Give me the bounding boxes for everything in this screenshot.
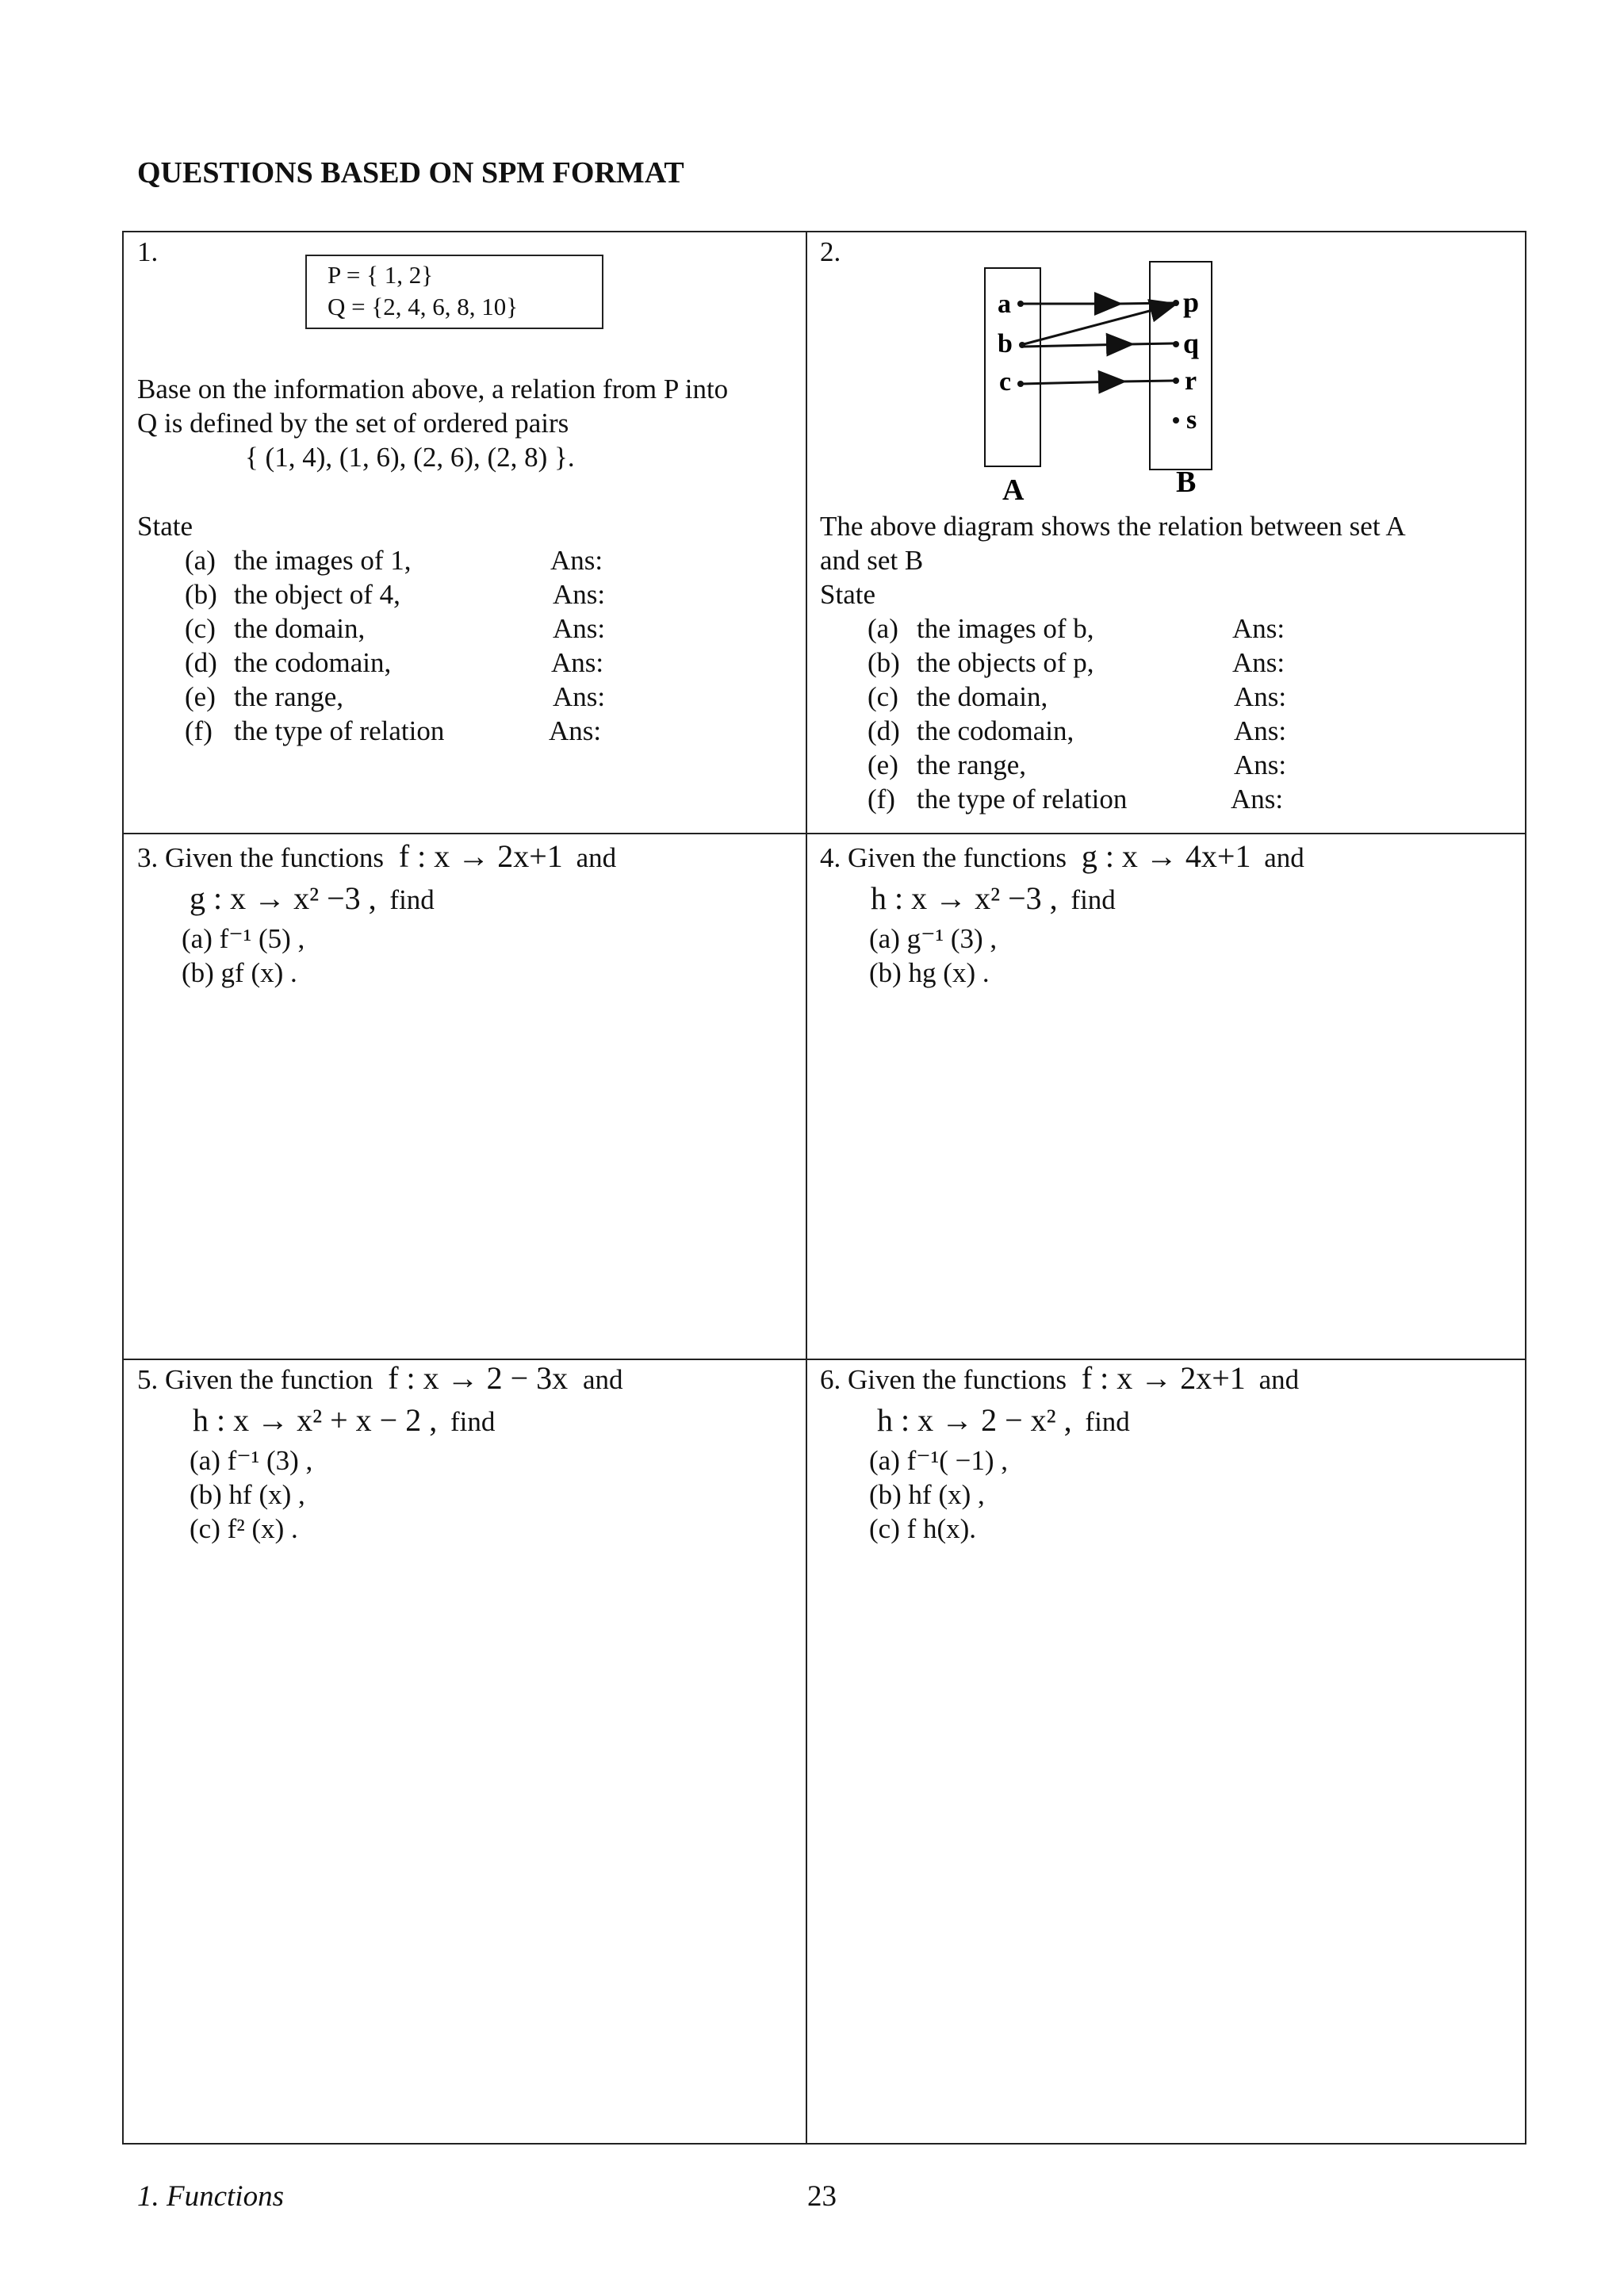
q1-part-label: (c) bbox=[185, 613, 216, 644]
q4-part-a: (a) g⁻¹ (3) , bbox=[869, 923, 998, 954]
q1-part-label: (a) bbox=[185, 545, 216, 576]
q2-part-ans: Ans: bbox=[1231, 784, 1284, 815]
set-a-element-a: a bbox=[998, 289, 1011, 319]
q5-part-a: (a) f⁻¹ (3) , bbox=[190, 1445, 313, 1476]
q2-part-c bbox=[868, 680, 1312, 714]
q1-part-d bbox=[185, 646, 629, 680]
q3-line2 bbox=[190, 881, 795, 917]
dot-r bbox=[1173, 378, 1179, 384]
q4-g-definition: g : x → 4x+1 bbox=[1081, 838, 1251, 874]
set-a-label: A bbox=[1002, 473, 1025, 507]
q5-parts bbox=[190, 1443, 795, 1546]
dot-q bbox=[1173, 341, 1179, 347]
q1-number: 1. bbox=[137, 236, 159, 267]
q1-state-label: State bbox=[137, 511, 193, 542]
grid-column-divider bbox=[806, 231, 807, 2145]
q1-set-box bbox=[305, 255, 603, 329]
q2-part-ans: Ans: bbox=[1232, 647, 1285, 678]
q5-and: and bbox=[582, 1364, 623, 1395]
q6-line2 bbox=[877, 1403, 1518, 1439]
q6-part-c: (c) f h(x). bbox=[869, 1513, 977, 1544]
q4-line2 bbox=[871, 881, 1518, 917]
grid-row-divider-2 bbox=[122, 1359, 1526, 1360]
q1-part-f bbox=[185, 714, 629, 748]
set-a-oval bbox=[985, 268, 1040, 466]
set-b-element-r: r bbox=[1185, 366, 1197, 396]
q1-intro-line1: Base on the information above, a relation from P into bbox=[137, 374, 729, 404]
q1-part-label: (b) bbox=[185, 579, 217, 610]
set-b-label: B bbox=[1176, 466, 1197, 499]
arrow-a-to-p-part2 bbox=[1118, 303, 1174, 304]
q5-line1 bbox=[137, 1361, 795, 1397]
q2-parts bbox=[868, 611, 1312, 816]
q1-part-ans: Ans: bbox=[549, 715, 602, 746]
q6-part-b: (b) hf (x) , bbox=[869, 1479, 985, 1510]
q1-ordered-pairs: { (1, 4), (1, 6), (2, 6), (2, 8) }. bbox=[245, 442, 575, 473]
q1-part-text: the domain, bbox=[234, 613, 366, 644]
q1-part-text: the codomain, bbox=[234, 647, 392, 678]
q2-arrow-diagram bbox=[975, 254, 1237, 508]
q6-line1 bbox=[820, 1361, 1518, 1397]
q2-part-e bbox=[868, 748, 1312, 782]
q1-part-ans: Ans: bbox=[550, 545, 603, 576]
arrow-b-to-q-part2 bbox=[1130, 343, 1174, 344]
q2-part-a bbox=[868, 611, 1312, 646]
q5-prefix: 5. Given the function bbox=[137, 1364, 373, 1395]
q1-part-ans: Ans: bbox=[553, 681, 606, 712]
q1-part-a bbox=[185, 543, 629, 577]
q2-part-label: (c) bbox=[868, 681, 898, 712]
q2-part-label: (b) bbox=[868, 647, 900, 678]
set-a-element-b: b bbox=[998, 329, 1013, 358]
arrow-b-to-p bbox=[1024, 305, 1174, 344]
q3-g-definition: g : x → x² −3 , bbox=[190, 880, 377, 916]
q3-part-a: (a) f⁻¹ (5) , bbox=[182, 923, 305, 954]
q6-h-definition: h : x → 2 − x² , bbox=[877, 1402, 1072, 1438]
q5-h-definition: h : x → x² + x − 2 , bbox=[193, 1402, 438, 1438]
q2-part-ans: Ans: bbox=[1234, 749, 1287, 780]
q6-f-definition: f : x → 2x+1 bbox=[1081, 1360, 1246, 1396]
q2-state-label: State bbox=[820, 579, 875, 610]
q1-part-text: the object of 4, bbox=[234, 579, 400, 610]
q1-part-text: the images of 1, bbox=[234, 545, 412, 576]
q3-line1 bbox=[137, 839, 795, 875]
q1-part-ans: Ans: bbox=[553, 579, 606, 610]
q1-part-text: the range, bbox=[234, 681, 343, 712]
q5-part-b: (b) hf (x) , bbox=[190, 1479, 305, 1510]
grid-row-divider-1 bbox=[122, 833, 1526, 834]
q2-part-ans: Ans: bbox=[1234, 715, 1287, 746]
q1-set-q: Q = {2, 4, 6, 8, 10} bbox=[327, 293, 519, 320]
page-heading: QUESTIONS BASED ON SPM FORMAT bbox=[137, 156, 684, 190]
set-b-element-s: s bbox=[1186, 405, 1197, 435]
set-a-element-c: c bbox=[999, 367, 1012, 397]
q3-prefix: 3. Given the functions bbox=[137, 842, 385, 873]
q2-part-ans: Ans: bbox=[1234, 681, 1287, 712]
q1-part-ans: Ans: bbox=[551, 647, 604, 678]
q4-and: and bbox=[1264, 842, 1304, 873]
footer-chapter: 1. Functions bbox=[137, 2180, 284, 2213]
q3-find: find bbox=[389, 884, 435, 915]
q2-intro-line1: The above diagram shows the relation between set A bbox=[820, 511, 1406, 542]
q1-intro-line2: Q is defined by the set of ordered pairs bbox=[137, 408, 569, 439]
q4-part-b: (b) hg (x) . bbox=[869, 957, 990, 988]
q2-part-label: (f) bbox=[868, 784, 895, 815]
q3-f-definition: f : x → 2x+1 bbox=[398, 838, 563, 874]
q3-parts bbox=[182, 922, 795, 990]
q2-part-text: the codomain, bbox=[917, 715, 1074, 746]
q2-part-text: the type of relation bbox=[917, 784, 1128, 815]
q1-part-text: the type of relation bbox=[234, 715, 445, 746]
q4-line1 bbox=[820, 839, 1518, 875]
q2-intro-line2: and set B bbox=[820, 545, 924, 576]
q1-part-c bbox=[185, 611, 629, 646]
q1-part-b bbox=[185, 577, 629, 611]
q3-part-b: (b) gf (x) . bbox=[182, 957, 297, 988]
q2-part-text: the domain, bbox=[917, 681, 1048, 712]
q1-part-label: (d) bbox=[185, 647, 217, 678]
q2-part-ans: Ans: bbox=[1232, 613, 1285, 644]
q2-number: 2. bbox=[820, 236, 841, 267]
q4-prefix: 4. Given the functions bbox=[820, 842, 1067, 873]
q4-h-definition: h : x → x² −3 , bbox=[871, 880, 1058, 916]
q6-prefix: 6. Given the functions bbox=[820, 1364, 1067, 1395]
q5-f-definition: f : x → 2 − 3x bbox=[388, 1360, 569, 1396]
q4-find: find bbox=[1071, 884, 1116, 915]
set-b-element-p: p bbox=[1183, 286, 1200, 318]
q6-find: find bbox=[1085, 1406, 1130, 1437]
q6-and: and bbox=[1258, 1364, 1300, 1395]
footer-page-number: 23 bbox=[807, 2180, 837, 2213]
q5-part-c: (c) f² (x) . bbox=[190, 1513, 298, 1544]
q1-parts bbox=[185, 543, 629, 748]
q4 bbox=[820, 839, 1518, 990]
q2-intro bbox=[820, 509, 1406, 611]
q6 bbox=[820, 1361, 1518, 1546]
q2-part-text: the images of b, bbox=[917, 613, 1094, 644]
q1-intro bbox=[137, 372, 728, 474]
q2-part-f bbox=[868, 782, 1312, 816]
q1-part-label: (e) bbox=[185, 681, 216, 712]
q3 bbox=[137, 839, 795, 990]
arrow-c-to-r-part1 bbox=[1022, 381, 1122, 384]
q4-parts bbox=[869, 922, 1518, 990]
q1-part-label: (f) bbox=[185, 715, 213, 746]
q2-part-d bbox=[868, 714, 1312, 748]
q6-part-a: (a) f⁻¹( −1) , bbox=[869, 1445, 1009, 1476]
q1-set-p: P = { 1, 2} bbox=[327, 261, 434, 289]
q5 bbox=[137, 1361, 795, 1546]
q2-part-b bbox=[868, 646, 1312, 680]
set-b-element-q: q bbox=[1183, 328, 1200, 359]
q1-part-e bbox=[185, 680, 629, 714]
q6-parts bbox=[869, 1443, 1518, 1546]
q2-part-label: (a) bbox=[868, 613, 898, 644]
set-b-oval bbox=[1150, 262, 1212, 470]
q2-part-label: (e) bbox=[868, 749, 898, 780]
q1-part-ans: Ans: bbox=[553, 613, 606, 644]
q2-part-text: the range, bbox=[917, 749, 1026, 780]
q5-find: find bbox=[450, 1406, 496, 1437]
q2-part-label: (d) bbox=[868, 715, 900, 746]
q2-part-text: the objects of p, bbox=[917, 647, 1094, 678]
dot-s bbox=[1173, 417, 1179, 424]
q5-line2 bbox=[193, 1403, 795, 1439]
q3-and: and bbox=[576, 842, 617, 873]
